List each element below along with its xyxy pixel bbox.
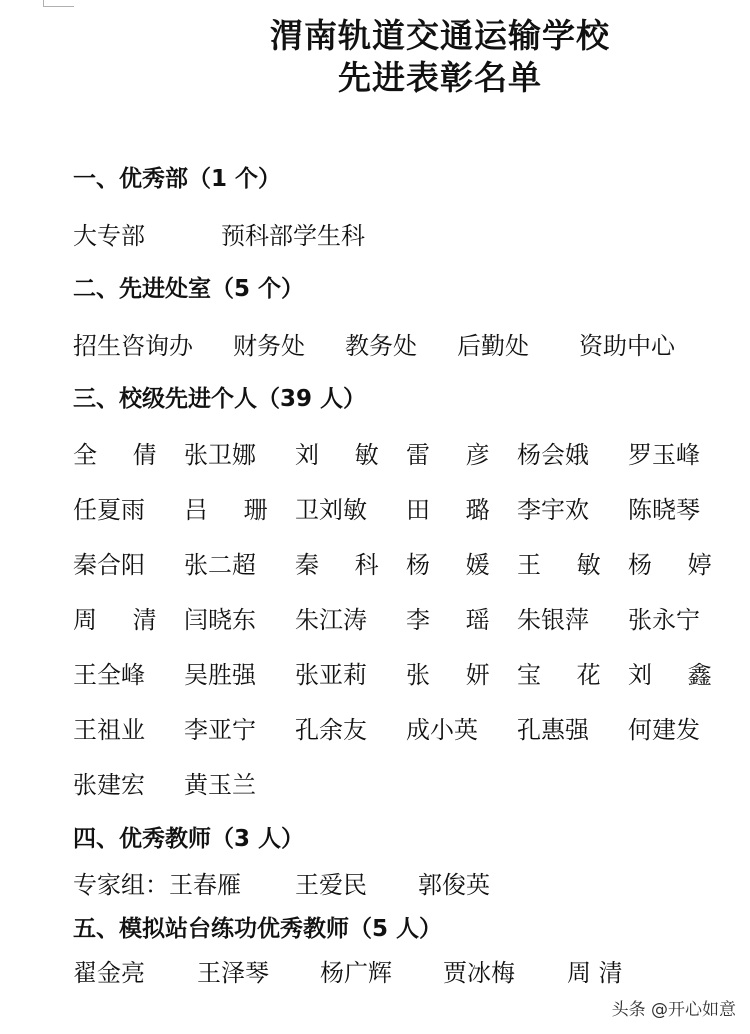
list-item: 招生咨询办 <box>73 332 193 360</box>
person-name: 陈晓琴 <box>628 496 700 524</box>
person-name: 王 敏 <box>517 551 615 579</box>
person-name: 闫晓东 <box>184 606 256 634</box>
person-name: 张永宁 <box>628 606 700 634</box>
list-item: 王爱民 <box>295 871 367 899</box>
page-corner-mark <box>43 0 74 7</box>
person-name: 刘 鑫 <box>628 661 726 689</box>
person-name: 卫刘敏 <box>295 496 367 524</box>
person-name: 秦 科 <box>295 551 393 579</box>
list-item: 大专部 <box>73 222 145 250</box>
person-name: 王全峰 <box>73 661 145 689</box>
list-item: 专家组：王春雁 <box>73 871 241 899</box>
watermark-label: 头条 @开心如意 <box>611 1000 736 1020</box>
person-name: 朱银萍 <box>517 606 589 634</box>
person-name: 全 倩 <box>73 441 171 469</box>
person-name: 周 清 <box>73 606 171 634</box>
person-name: 宝 花 <box>517 661 615 689</box>
list-item: 贾冰梅 <box>443 959 515 987</box>
person-name: 杨 媛 <box>406 551 504 579</box>
document-title: 渭南轨道交通运输学校 <box>270 16 610 55</box>
person-name: 张建宏 <box>73 771 145 799</box>
person-name: 罗玉峰 <box>628 441 700 469</box>
list-item: 财务处 <box>233 332 305 360</box>
list-item: 教务处 <box>345 332 417 360</box>
list-item: 周 清 <box>567 959 623 987</box>
person-name: 任夏雨 <box>73 496 145 524</box>
person-name: 李 瑶 <box>406 606 504 634</box>
list-item: 后勤处 <box>457 332 529 360</box>
list-item: 杨广辉 <box>320 959 392 987</box>
person-name: 黄玉兰 <box>184 771 256 799</box>
person-name: 杨会娥 <box>517 441 589 469</box>
person-name: 何建发 <box>628 716 700 744</box>
list-item: 郭俊英 <box>418 871 490 899</box>
person-name: 张 妍 <box>406 661 504 689</box>
person-name: 朱江涛 <box>295 606 367 634</box>
section-heading-4: 四、优秀教师（3 人） <box>73 826 305 852</box>
section-heading-1: 一、优秀部（1 个） <box>73 166 282 192</box>
list-item: 翟金亮 <box>73 959 145 987</box>
person-name: 雷 彦 <box>406 441 504 469</box>
person-name: 吴胜强 <box>184 661 256 689</box>
person-name: 吕 珊 <box>184 496 282 524</box>
person-name: 田 璐 <box>406 496 504 524</box>
person-name: 张二超 <box>184 551 256 579</box>
section-heading-2: 二、先进处室（5 个） <box>73 276 305 302</box>
person-name: 秦合阳 <box>73 551 145 579</box>
person-name: 张卫娜 <box>184 441 256 469</box>
document-subtitle: 先进表彰名单 <box>338 58 542 97</box>
section-heading-3: 三、校级先进个人（39 人） <box>73 386 367 412</box>
list-item: 王泽琴 <box>197 959 269 987</box>
person-name: 张亚莉 <box>295 661 367 689</box>
person-name: 杨 婷 <box>628 551 726 579</box>
person-name: 李宇欢 <box>517 496 589 524</box>
list-item: 预科部学生科 <box>221 222 365 250</box>
person-name: 成小英 <box>406 716 478 744</box>
person-name: 孔余友 <box>295 716 367 744</box>
person-name: 李亚宁 <box>184 716 256 744</box>
person-name: 王祖业 <box>73 716 145 744</box>
person-name: 刘 敏 <box>295 441 393 469</box>
person-name: 孔惠强 <box>517 716 589 744</box>
section-heading-5: 五、模拟站台练功优秀教师（5 人） <box>73 916 443 942</box>
list-item: 资助中心 <box>579 332 675 360</box>
